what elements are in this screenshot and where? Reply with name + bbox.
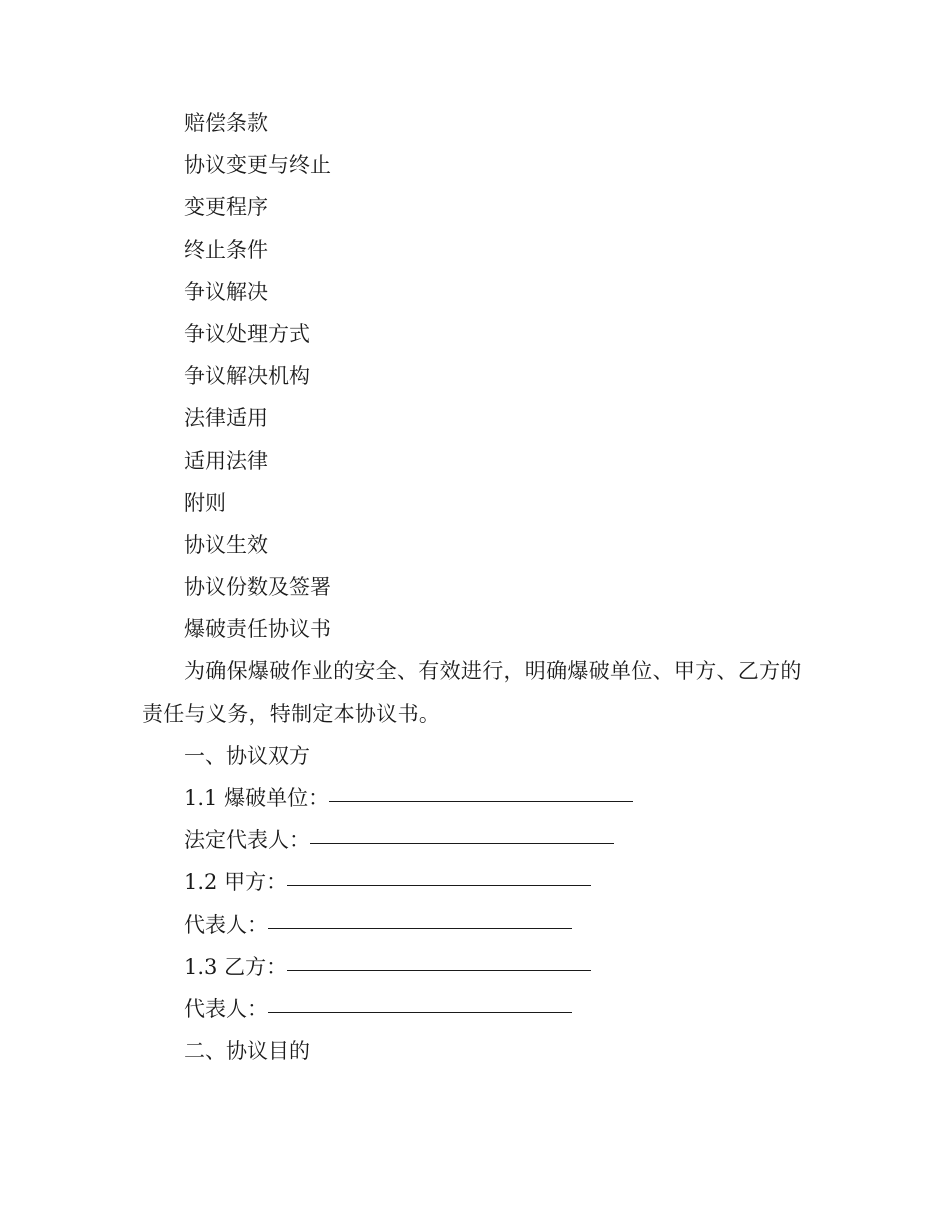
document-body [142,102,802,1072]
toc-item: 赔偿条款 [184,111,268,135]
party-a-rep-label: 代表人： [184,912,268,937]
blasting-unit-blank[interactable] [329,800,633,802]
toc-item: 协议变更与终止 [184,153,331,178]
toc-item: 协议份数及签署 [184,575,331,600]
toc-item: 争议解决 [184,279,268,304]
party-a-rep-field [142,904,802,946]
party-b-rep-label: 代表人： [184,996,268,1021]
toc-item: 变更程序 [184,195,268,220]
party-a-field [142,861,802,903]
party-a-rep-blank[interactable] [268,927,572,929]
party-b-label: 1.3 乙方： [184,954,288,979]
toc-item: 法律适用 [184,406,268,431]
party-a-label: 1.2 甲方： [184,870,288,895]
party-a-blank[interactable] [287,884,591,886]
toc-item: 争议处理方式 [184,321,310,346]
party-b-field [142,946,802,988]
legal-rep-blank[interactable] [310,842,614,844]
toc-item: 争议解决机构 [184,364,310,389]
party-b-rep-blank[interactable] [268,1011,572,1013]
toc-item: 适用法律 [184,448,268,473]
toc-item: 协议生效 [184,532,268,557]
section-heading-purpose: 二、协议目的 [184,1039,310,1064]
party-b-rep-field [142,988,802,1030]
section-heading-parties: 一、协议双方 [184,743,310,768]
blasting-unit-field [142,777,802,819]
toc-item: 附则 [184,490,226,515]
toc-item: 终止条件 [184,237,268,262]
legal-rep-field [142,819,802,861]
legal-rep-label: 法定代表人： [184,828,310,853]
document-title: 爆破责任协议书 [184,617,331,642]
intro-paragraph: 为确保爆破作业的安全、有效进行，明确爆破单位、甲方、乙方的责任与义务，特制定本协议书。 [142,659,802,726]
blasting-unit-label: 1.1 爆破单位： [184,786,330,811]
party-b-blank[interactable] [287,969,591,971]
